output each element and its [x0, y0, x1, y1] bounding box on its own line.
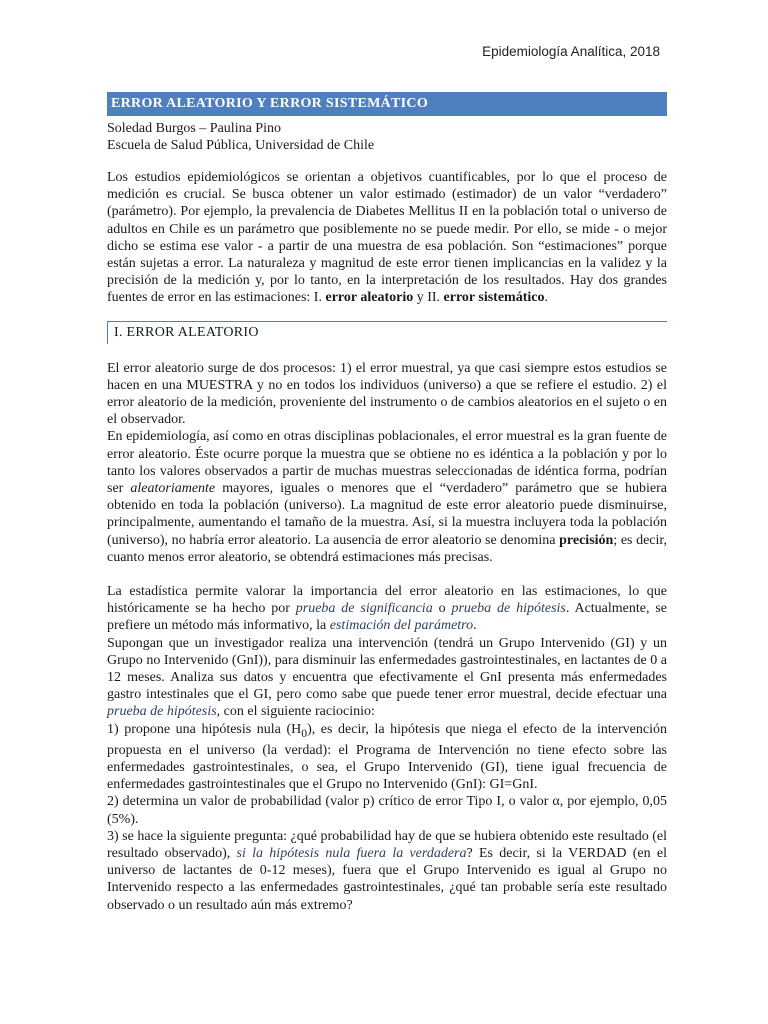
- p2-italic: aleatoriamente: [130, 481, 216, 497]
- p3-text-d: .: [473, 618, 477, 634]
- p2-text-b: mayores, iguales o menores que el “verdadero” parámetro que se hubiera obtenido en toda la población (universo). La magnitud de este error aleatorio puede disminuirse, principalmente, aumentando el tamaño de la muestra. Así, si la muestra incluyera toda la población (universo), no habría error aleatorio. La ausencia de error aleatorio se denomina: [107, 481, 667, 548]
- section-heading-error-aleatorio: I. ERROR ALEATORIO: [107, 321, 667, 344]
- p2-bold-precision: precisión: [559, 532, 614, 548]
- document-body: [107, 92, 667, 914]
- document-title: ERROR ALEATORIO Y ERROR SISTEMÁTICO: [107, 92, 667, 116]
- p2-text-a: En epidemiología, así como en otras disciplinas poblacionales, el error muestral es la gran fuente de error aleatorio. Éste ocurre porque la muestra que se obtiene no es idéntica a la población y por lo tanto los valores observados a partir de muchas muestras seleccionadas de idéntica forma, podrían ser: [107, 429, 667, 497]
- p3-italic-3: estimación del parámetro: [329, 618, 474, 634]
- intro-text-2: y II.: [413, 290, 444, 306]
- p3-text-a: La estadística permite valorar la importancia del error aleatorio en las estimaciones, lo que históricamente se ha hecho por: [107, 584, 667, 617]
- intro-bold-error-aleatorio: error aleatorio: [325, 290, 414, 306]
- p3-text-b: o: [432, 601, 452, 617]
- intro-bold-error-sistematico: error sistemático: [443, 290, 545, 306]
- section1-paragraph-5: [107, 721, 667, 794]
- author-block: [107, 120, 667, 154]
- p7-italic: si la hipótesis nula fuera la verdadera: [236, 845, 467, 861]
- section1-paragraph-2: [107, 428, 667, 566]
- section1-paragraph-4: [107, 635, 667, 721]
- p3-text-c: . Actualmente, se prefiere un método más informativo, la: [107, 601, 668, 634]
- p7-text-b: ? Es decir, si la VERDAD (en el universo de lactantes de 0-12 meses), fuera que el Grupo Intervenido es igual al Grupo no Intervenido respecto a las enfermedades gastrointestinales, ¿qué tan probable sería este resultado observado o un resultado aún más extremo?: [107, 845, 667, 913]
- running-header: Epidemiología Analítica, 2018: [482, 44, 660, 59]
- p4-italic: prueba de hipótesis: [107, 704, 217, 720]
- p5-text-b: ), es decir, la hipótesis que niega el efecto de la intervención propuesta en el universo (la verdad): el Programa de Intervención no tiene efecto sobre las enfermedades gastrointestinales, o sea, el Grupo Intervenido (GI), tiene igual frecuencia de enfermedades gastrointestinales que el Grupo no Intervenido (GnI): GI=GnI.: [107, 721, 667, 793]
- p3-italic-1: prueba de significancia: [295, 601, 433, 617]
- section1-paragraph-3: [107, 583, 667, 635]
- p3-italic-2: prueba de hipótesis: [451, 601, 566, 617]
- p4-text-a: Supongan que un investigador realiza una intervención (tendrá un Grupo Intervenido (GI) y un Grupo no Intervenido (GnI)), para disminuir las enfermedades gastrointestinales, en lactantes de 0 a 12 meses. Analiza sus datos y encuentra que efectivamente el GnI presenta más enfermedades gastro intestinales que el GI, pero como sabe que puede tener error muestral, decide efectuar una: [107, 635, 667, 703]
- section1-paragraph-1: El error aleatorio surge de dos procesos: 1) el error muestral, ya que casi siempre estos estudios se hacen en una MUESTRA y no en todos los individuos (universo) a que se refiere el estudio. 2) el error aleatorio de la medición, proveniente del instrumento o de cambios aleatorios en el sujeto o en el observador.: [107, 360, 667, 428]
- intro-text-3: .: [544, 290, 548, 306]
- authors-line: Soledad Burgos – Paulina Pino: [107, 121, 281, 136]
- intro-text-1: Los estudios epidemiológicos se orientan a objetivos cuantificables, por lo que el proceso de medición es crucial. Se busca obtener un valor estimado (estimador) de un valor “verdadero” (parámetro). Por ejemplo, la prevalencia de Diabetes Mellitus II en la población total o universo de adultos en Chile es un parámetro que posiblemente no se puede medir. Por ello, se mide - o mejor dicho se estima ese valor - a partir de una muestra de esa población. Son “estimaciones” porque están sujetas a error. La naturaleza y magnitud de este error tienen implicancias en la validez y la precisión de la medición y, por lo tanto, en la interpretación de los resultados. Hay dos grandes fuentes de error en las estimaciones: I.: [107, 170, 667, 306]
- p5-subscript: 0: [301, 726, 308, 740]
- p4-text-b: , con el siguiente raciocinio:: [216, 704, 375, 720]
- section1-paragraph-6: 2) determina un valor de probabilidad (valor p) crítico de error Tipo I, o valor α, por ejemplo, 0,05 (5%).: [107, 794, 667, 827]
- section1-paragraph-7: [107, 828, 667, 914]
- p7-text-a: 3) se hace la siguiente pregunta: ¿qué probabilidad hay de que se hubiera obtenido este resultado (el resultado observado),: [107, 828, 667, 861]
- intro-paragraph: [107, 169, 667, 307]
- affiliation-line: Escuela de Salud Pública, Universidad de Chile: [107, 138, 375, 153]
- p5-text-a: 1) propone una hipótesis nula (H: [107, 721, 302, 737]
- p2-text-c: ; es decir, cuanto menos error aleatorio, se obtendrá estimaciones más precisas.: [107, 532, 667, 565]
